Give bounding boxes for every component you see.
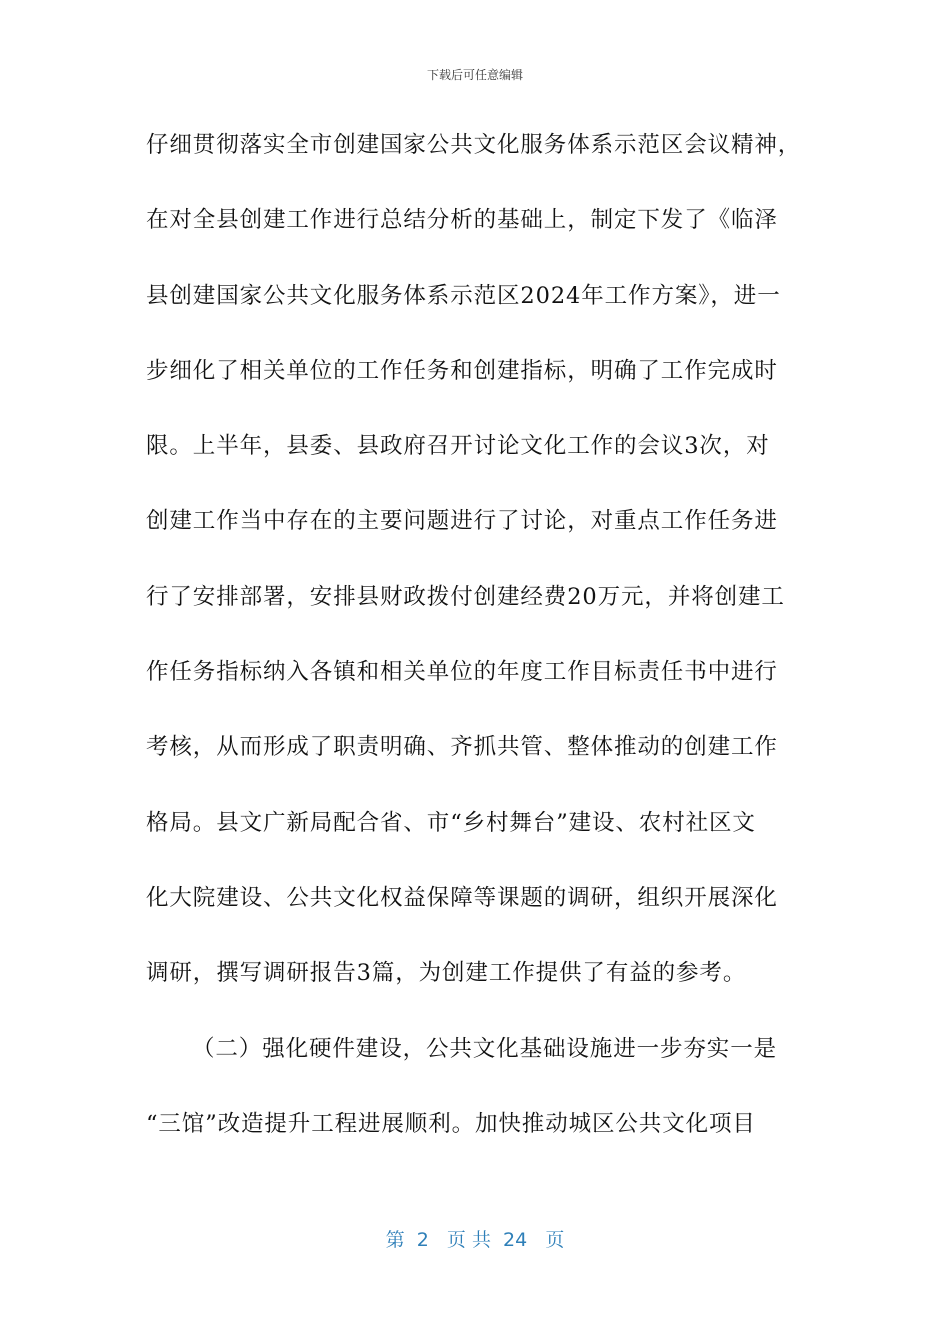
text-line: 作任务指标纳入各镇和相关单位的年度工作目标责任书中进行 <box>146 659 778 686</box>
text-line: 步细化了相关单位的工作任务和创建指标，明确了工作完成时 <box>146 357 778 384</box>
section-heading-line: （二）强化硬件建设，公共文化基础设施进一步夯实一是 <box>192 1035 778 1062</box>
text-line: 创建工作当中存在的主要问题进行了讨论，对重点工作任务进 <box>146 508 778 535</box>
document-body <box>146 119 806 1173</box>
text-line: 在对全县创建工作进行总结分析的基础上，制定下发了《临泽 <box>146 207 778 234</box>
header-note: 下载后可任意编辑 <box>426 68 523 82</box>
text-line: 县创建国家公共文化服务体系示范区2024年工作方案》，进一 <box>146 282 781 309</box>
text-line: 调研，撰写调研报告3篇，为创建工作提供了有益的参考。 <box>146 960 747 987</box>
text-line: 行了安排部署，安排县财政拨付创建经费20万元，并将创建工 <box>146 583 785 610</box>
text-line: 考核，从而形成了职责明确、齐抓共管、整体推动的创建工作 <box>146 734 778 761</box>
text-line: “三馆”改造提升工程进展顺利。加快推动城区公共文化项目 <box>146 1110 756 1137</box>
text-line: 格局。县文广新局配合省、市“乡村舞台”建设、农村社区文 <box>146 809 756 836</box>
page-number-footer: 第 2 页 共 24 页 <box>385 1229 565 1251</box>
text-line: 化大院建设、公共文化权益保障等课题的调研，组织开展深化 <box>146 884 778 911</box>
text-line: 限。上半年，县委、县政府召开讨论文化工作的会议3次，对 <box>146 433 770 460</box>
text-line: 仔细贯彻落实全市创建国家公共文化服务体系示范区会议精神， <box>146 132 802 158</box>
